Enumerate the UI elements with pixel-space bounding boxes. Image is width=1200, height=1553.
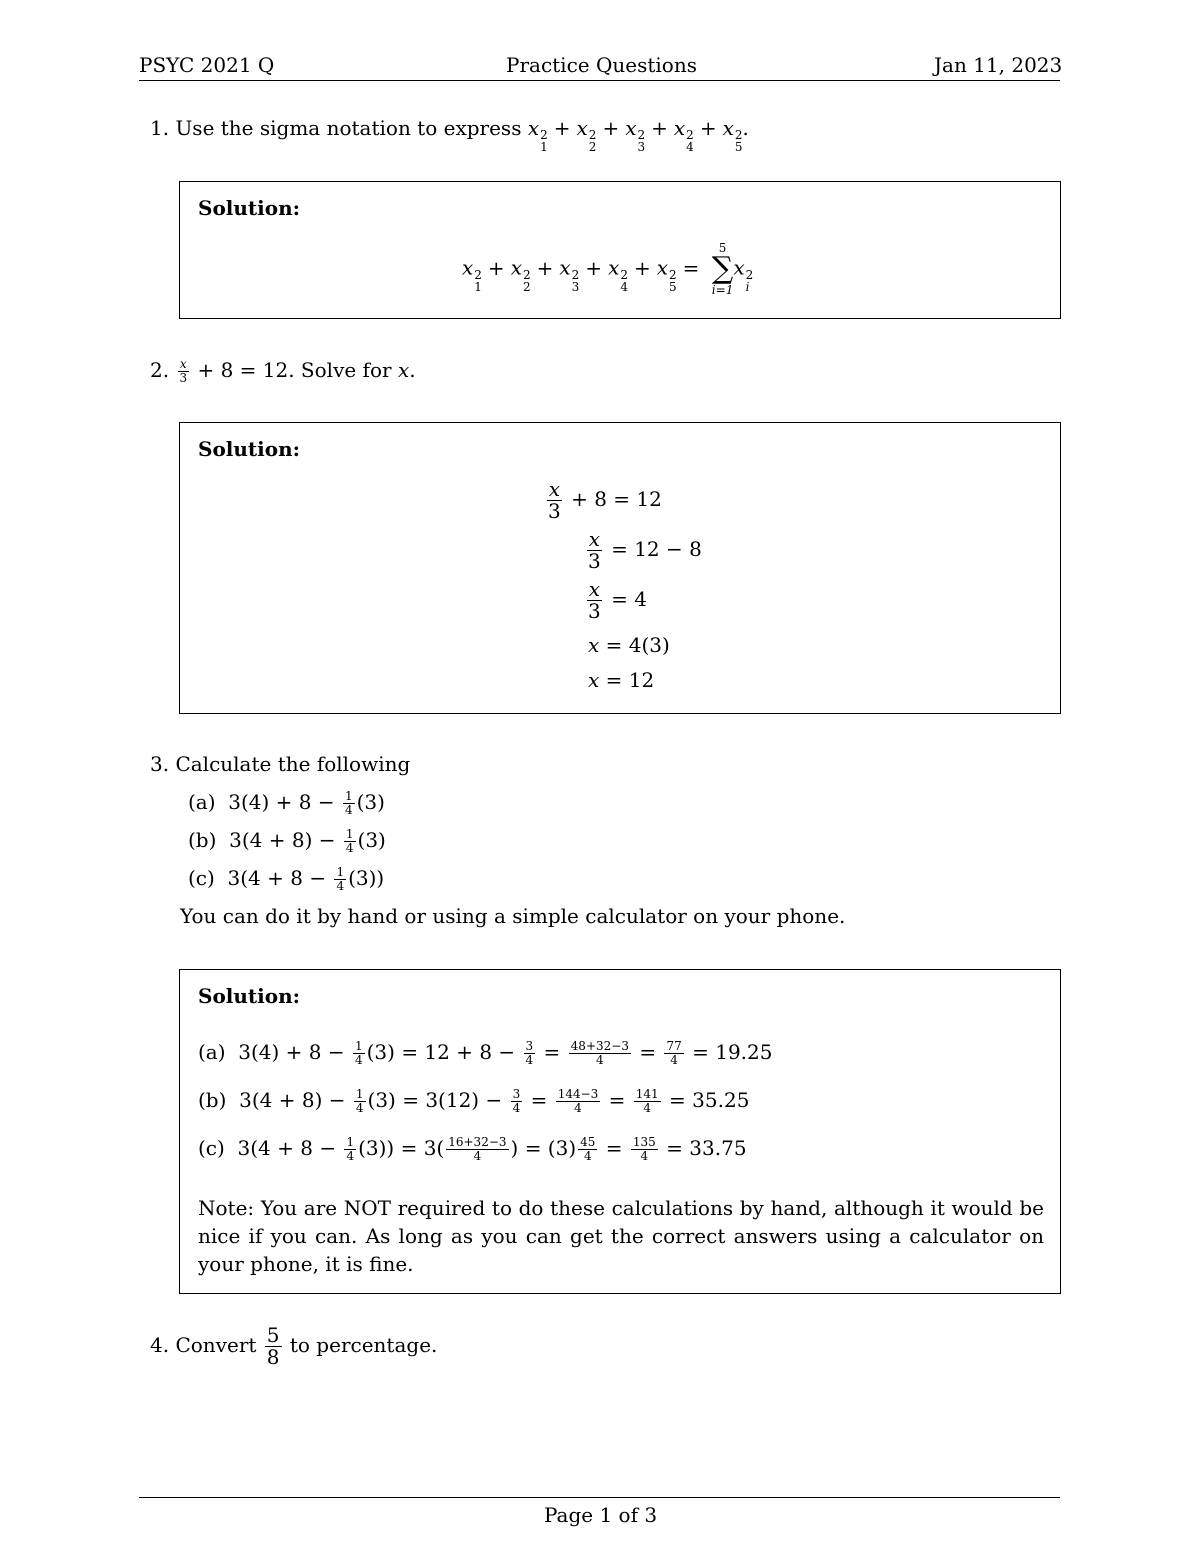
sigma-sum [712, 242, 734, 296]
answer-a: 19.25 [715, 1040, 773, 1064]
solution-3-note: Note: You are NOT required to do these calculations by hand, although it would be nice if you can. As long as you can get the correct answers using a calculator on your phone, it is fine. [198, 1196, 1044, 1276]
solution-2-step-2: $\frac{x}{3}$ = 12 − 8 [588, 527, 702, 573]
header-right: Jan 11, 2023 [934, 53, 1063, 77]
solution-box-2 [179, 422, 1061, 714]
footer-rule [139, 1497, 1060, 1498]
question-3-after: You can do it by hand or using a simple calculator on your phone. [180, 904, 846, 928]
sigma-symbol: ∑ [711, 251, 734, 286]
solution-2-step-5: x = 12 [588, 668, 655, 692]
question-number: 2. [150, 358, 170, 382]
solution-3-line-a: (a) 3(4) + 8 − $\frac{1}{4}$ (3) = 12 + 8 − $\frac{3}{4}$ = $\frac{48+32-3}{4}$ = $\frac{77}{4}$ = 19.25 [198, 1039, 773, 1067]
question-number: 3. [150, 752, 170, 776]
answer-b: 35.25 [692, 1088, 750, 1112]
solution-3-line-c: (c) 3(4 + 8 − $\frac{1}{4}$ (3)) = 3( $\frac{16+32-3}{4}$ ) = (3) $\frac{45}{4}$ = $\frac{135}{4}$ = 33.75 [198, 1135, 747, 1163]
solution-3-line-b: (b) 3(4 + 8) − $\frac{1}{4}$ (3) = 3(12) − $\frac{3}{4}$ = $\frac{144-3}{4}$ = $\frac{141}{4}$ = 35.25 [198, 1087, 750, 1115]
solution-1-equation: x 2 1 + x 2 2 + x 2 3 + x 2 4 + x 2 5 = 5 ∑ i=1 x 2 i [462, 241, 754, 297]
solution-label: Solution: [198, 984, 301, 1008]
question-4 [150, 1325, 437, 1368]
sum-upper-limit: 5 [718, 241, 727, 255]
solution-box-3 [179, 969, 1061, 1294]
header-left: PSYC 2021 Q [139, 53, 275, 77]
solution-label: Solution: [198, 437, 301, 461]
question-3-item-c: (c) 3(4 + 8 − $\frac{1}{4}$ (3)) [188, 865, 385, 893]
header-rule [139, 80, 1060, 81]
question-text: Calculate the following [175, 752, 411, 776]
solution-2-step-4: x = 4(3) [588, 633, 670, 657]
question-text: Convert [175, 1333, 257, 1357]
solution-label: Solution: [198, 196, 301, 220]
question-text: Use the sigma notation to express [175, 116, 522, 140]
solution-2-step-1: $\frac{x}{3}$ + 8 = 12 [548, 477, 662, 523]
question-3-item-b: (b) 3(4 + 8) − $\frac{1}{4}$ (3) [188, 827, 386, 855]
question-3-item-a: (a) 3(4) + 8 − $\frac{1}{4}$ (3) [188, 789, 385, 817]
question-1 [150, 116, 749, 153]
sum-lower-limit: i=1 [711, 283, 734, 297]
page-number: Page 1 of 3 [544, 1503, 658, 1527]
header-center: Practice Questions [506, 53, 697, 77]
math-expression: x 2 1 + x 2 2 + x 2 3 + x 2 4 + x 2 5 . [527, 116, 749, 154]
solution-2-step-3: $\frac{x}{3}$ = 4 [588, 577, 647, 623]
solution-box-1 [179, 181, 1061, 319]
fraction-x-over-3: $\frac{x}{3}$ [179, 357, 188, 385]
question-text: + 8 = 12. Solve for [197, 358, 392, 382]
question-number: 4. [150, 1333, 170, 1357]
question-3 [150, 752, 410, 776]
question-2: 2. $\frac{x}{3}$ + 8 = 12. Solve for x. [150, 357, 416, 385]
question-text-after: to percentage. [289, 1333, 438, 1357]
answer-c: 33.75 [689, 1136, 747, 1160]
question-number: 1. [150, 116, 170, 140]
fraction-5-over-8: $\frac{5}{8}$ [266, 1323, 280, 1369]
